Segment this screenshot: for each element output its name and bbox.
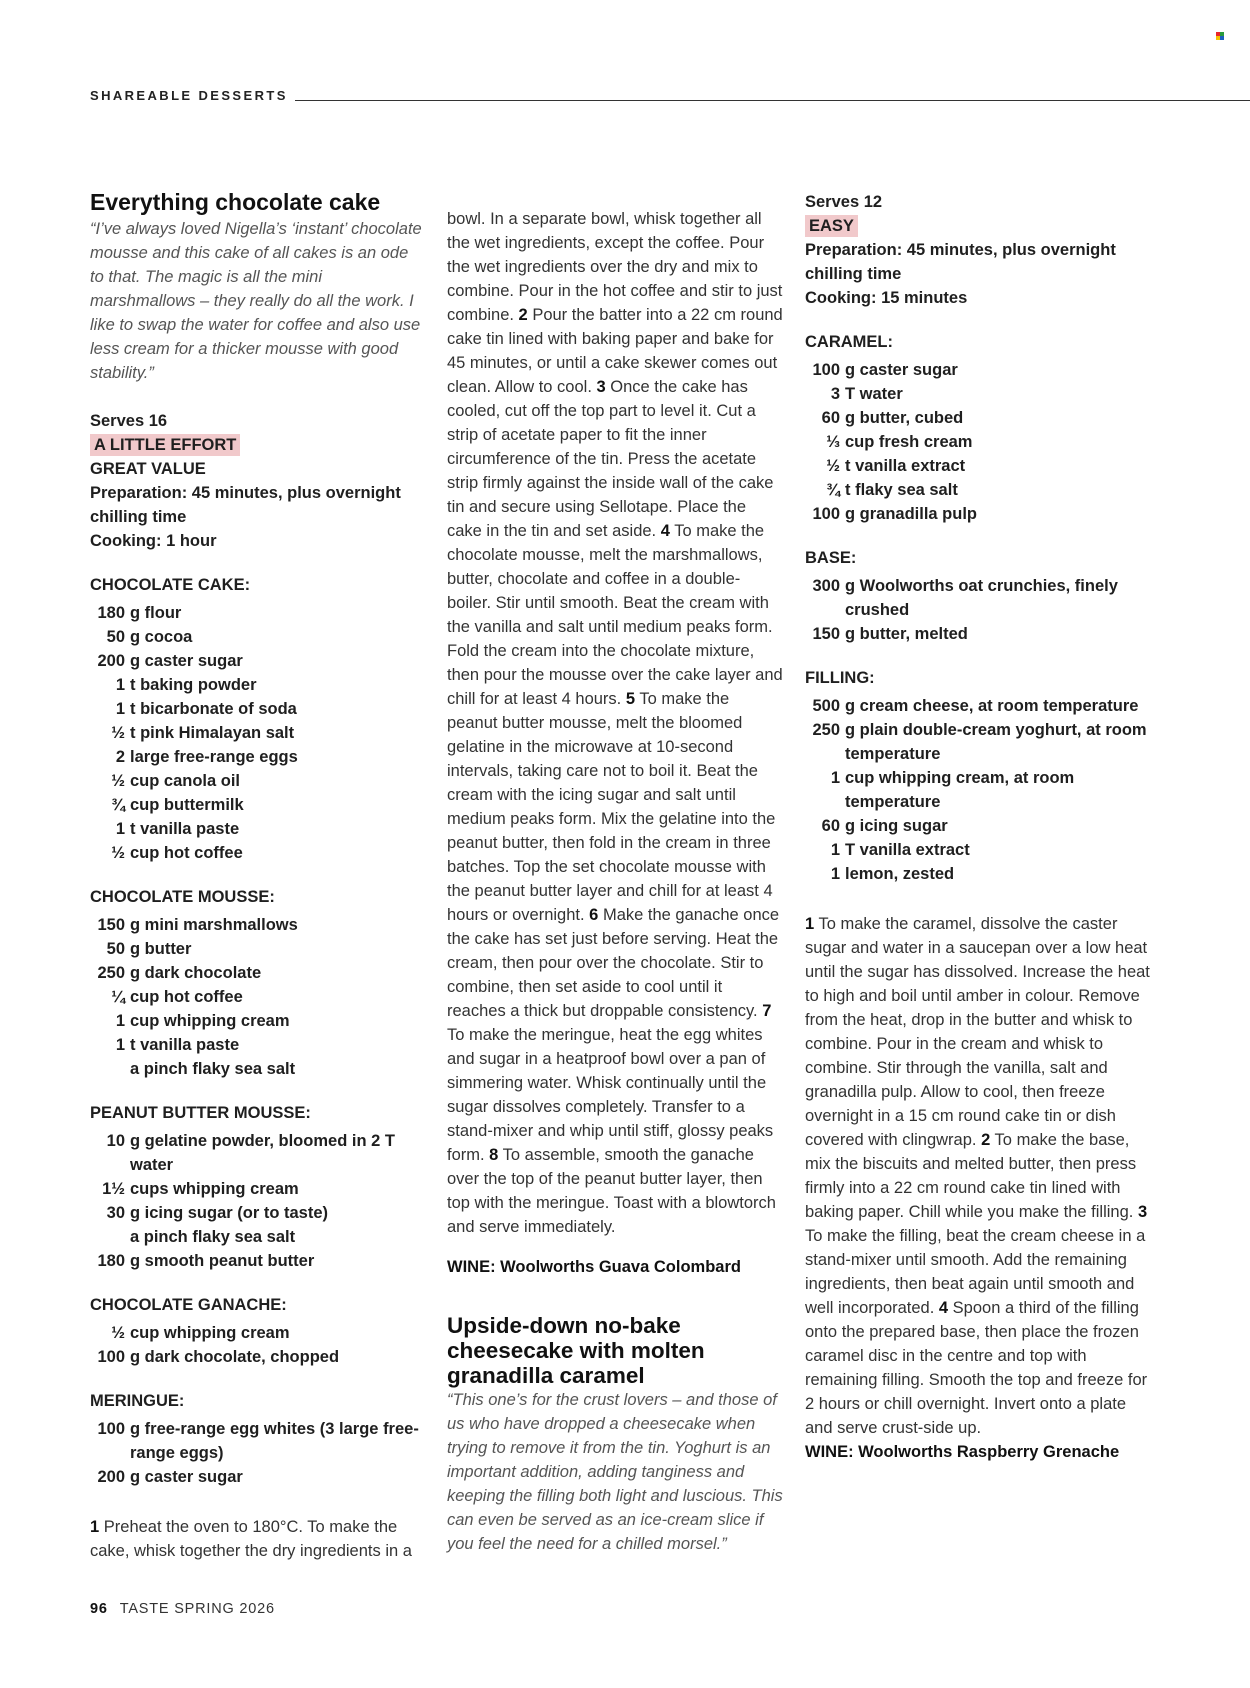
step-number: 3: [1137, 1203, 1148, 1221]
effort-badge: A LITTLE EFFORT: [90, 434, 240, 456]
ingredient-quantity: 3: [830, 385, 840, 403]
ingredient-section: [805, 666, 1150, 886]
ingredient-section: [805, 330, 1150, 526]
ingredient-quantity: 2: [115, 748, 125, 766]
ingredient-row: [805, 718, 1150, 766]
ingredient-quantity: 100: [812, 361, 840, 379]
recipe-meta-2: [805, 190, 1150, 310]
ingredient-name: g icing sugar: [845, 817, 948, 835]
ingredient-quantity: ⅓: [826, 433, 840, 451]
ingredient-row: [805, 838, 1150, 862]
ingredient-quantity: ¾: [826, 481, 840, 499]
ingredient-name: g flour: [130, 604, 182, 622]
step-number: 2: [981, 1131, 991, 1149]
preparation-time: Preparation: 45 minutes, plus overnight chilling time: [805, 241, 1116, 283]
method-text: Spoon a third of the filling onto the prepared base, then place the frozen caramel disc in the centre and top with remaining filling. Smooth the top and freeze for 2 hours or chill overnight. Invert onto a plate and serve crust-side up.: [805, 1299, 1148, 1437]
ingredient-quantity: 1½: [102, 1180, 125, 1198]
ingredient-name: a pinch flaky sea salt: [130, 1060, 296, 1078]
ingredient-name: g dark chocolate: [130, 964, 262, 982]
step-number: 1: [90, 1518, 100, 1536]
ingredient-row: [90, 1201, 426, 1225]
ingredient-row: [90, 649, 426, 673]
corner-color-mark: [1216, 32, 1224, 40]
ingredient-row: [90, 697, 426, 721]
ingredient-name: t vanilla extract: [845, 457, 966, 475]
ingredient-name: cup fresh cream: [845, 433, 973, 451]
method-continued: [447, 207, 784, 1239]
ingredient-quantity: 150: [812, 625, 840, 643]
ingredient-name: cup whipping cream: [130, 1324, 290, 1342]
ingredient-section: [90, 885, 426, 1081]
step-number: 6: [589, 905, 599, 924]
ingredient-heading: CHOCOLATE MOUSSE:: [90, 888, 275, 906]
ingredient-row: [805, 574, 1150, 622]
ingredient-row: [805, 694, 1150, 718]
ingredient-name: g cream cheese, at room temperature: [845, 697, 1139, 715]
recipe-title-2: Upside-down no-bake cheesecake with molten granadilla caramel: [447, 1313, 705, 1388]
ingredient-quantity: ½: [111, 844, 125, 862]
ingredient-quantity: 500: [812, 697, 840, 715]
method-text: To make the base, mix the biscuits and melted butter, then press firmly into a 22 cm round cake tin lined with baking paper. Chill while you make the filling.: [805, 1131, 1138, 1221]
ingredient-row: [90, 1321, 426, 1345]
ingredient-row: [90, 745, 426, 769]
ingredient-name: g caster sugar: [130, 652, 243, 670]
column-2: [447, 190, 784, 1556]
section-label: SHAREABLE DESSERTS: [90, 88, 288, 103]
ingredient-row: [90, 817, 426, 841]
effort-badge: EASY: [805, 215, 858, 237]
ingredient-name: g granadilla pulp: [845, 505, 978, 523]
ingredient-name: lemon, zested: [845, 865, 955, 883]
method-2: [805, 912, 1150, 1440]
ingredient-name: cups whipping cream: [130, 1180, 299, 1198]
ingredient-section: [805, 546, 1150, 646]
column-1: [90, 190, 426, 1563]
serves: Serves 12: [805, 193, 883, 211]
ingredient-quantity: 300: [812, 577, 840, 595]
recipe-intro-2: “This one’s for the crust lovers – and those of us who have dropped a cheesecake when trying to remove it from the tin. Yoghurt is an important addition, adding tanginess and keeping the filling both light and luscious. This can even be served as an ice-cream slice if you feel the need for a chilled morsel.”: [447, 1391, 783, 1553]
recipe-intro: “I’ve always loved Nigella’s ‘instant’ chocolate mousse and this cake of all cakes is an ode to that. The magic is all the mini marshmallows – they really do all the work. I like to swap the water for coffee and also use less cream for a thicker mousse with good stability.”: [90, 220, 422, 382]
ingredient-quantity: ¼: [111, 988, 125, 1006]
ingredient-quantity: 1: [115, 700, 125, 718]
ingredient-quantity: 60: [821, 409, 840, 427]
magazine-issue: TASTE SPRING 2026: [119, 1601, 275, 1617]
step-number: 7: [762, 1001, 772, 1020]
ingredient-name: g caster sugar: [130, 1468, 243, 1486]
ingredient-section: [90, 573, 426, 865]
ingredient-name: g icing sugar (or to taste): [130, 1204, 329, 1222]
serves: Serves 16: [90, 412, 168, 430]
method: [90, 1515, 426, 1563]
ingredient-quantity: 1: [115, 1012, 125, 1030]
ingredient-name: cup hot coffee: [130, 988, 243, 1006]
ingredient-name: t bicarbonate of soda: [130, 700, 297, 718]
ingredient-row: [805, 622, 1150, 646]
ingredient-section: [90, 1389, 426, 1489]
ingredient-name: g dark chocolate, chopped: [130, 1348, 340, 1366]
ingredient-quantity: ½: [111, 724, 125, 742]
method-text: To make the filling, beat the cream cheese in a stand-mixer until smooth. Add the remaining ingredients, then beat again until smooth and well incorporated.: [805, 1227, 1146, 1317]
section-rule: [295, 100, 1250, 101]
step-number: 5: [625, 689, 636, 708]
ingredient-name: g gelatine powder, bloomed in 2 T water: [130, 1132, 395, 1174]
ingredient-section: [90, 1293, 426, 1369]
ingredient-name: g cocoa: [130, 628, 193, 646]
ingredient-heading: CHOCOLATE GANACHE:: [90, 1296, 287, 1314]
ingredient-quantity: 1: [830, 841, 840, 859]
method-text: Pour the batter into a 22 cm round cake tin lined with baking paper and bake for 45 minutes, or until a cake skewer comes out clean. Allow to cool.: [447, 305, 783, 396]
ingredient-row: [90, 1465, 426, 1489]
method-text: To assemble, smooth the ganache over the top of the peanut butter layer, then top with the meringue. Toast with a blowtorch and serve immediately.: [447, 1145, 776, 1236]
ingredient-row: [90, 1009, 426, 1033]
ingredient-quantity: 1: [830, 865, 840, 883]
ingredient-quantity: ¾: [111, 796, 125, 814]
ingredient-row: [90, 913, 426, 937]
ingredient-quantity: 10: [106, 1132, 125, 1150]
ingredient-name: cup whipping cream, at room temperature: [845, 769, 1075, 811]
ingredient-name: t flaky sea salt: [845, 481, 958, 499]
method-text: Preheat the oven to 180°C. To make the cake, whisk together the dry ingredients in a: [90, 1518, 412, 1560]
ingredient-name: t vanilla paste: [130, 820, 240, 838]
ingredient-heading: CHOCOLATE CAKE:: [90, 576, 251, 594]
ingredient-row: [90, 769, 426, 793]
method-text: To make the peanut butter mousse, melt the bloomed gelatine in the microwave at 10-second intervals, taking care not to boil it. Beat the cream with the icing sugar and salt until medium peaks form. Mix the gelatine into the peanut butter, then fold in the cream in three batches. Top the set chocolate mousse with the peanut butter layer and chill for at least 4 hours or overnight.: [447, 689, 776, 924]
ingredient-name: cup whipping cream: [130, 1012, 290, 1030]
method-text: Once the cake has cooled, cut off the top part to level it. Cut a strip of acetate paper to fit the inner circumference of the tin. Press the acetate strip firmly against the inside wall of the cake tin and secure using Sellotape. Place the cake in the tin and set aside.: [447, 377, 774, 540]
ingredient-section: [90, 1101, 426, 1273]
ingredient-heading: PEANUT BUTTER MOUSSE:: [90, 1104, 311, 1122]
ingredient-row: [90, 841, 426, 865]
ingredient-row: [805, 358, 1150, 382]
ingredient-row: [90, 793, 426, 817]
value-label: GREAT VALUE: [90, 460, 206, 478]
ingredient-row: [90, 961, 426, 985]
step-number: 2: [518, 305, 528, 324]
preparation-time: Preparation: 45 minutes, plus overnight chilling time: [90, 484, 401, 526]
method-text: To make the caramel, dissolve the caster sugar and water in a saucepan over a low heat until the sugar has dissolved. Increase the heat to high and boil until amber in colour. Remove from the heat, drop in the butter and whisk to combine. Pour in the cream and whisk to combine. Stir through the vanilla, salt and granadilla pulp. Allow to cool, then freeze overnight in a 15 cm round cake tin or dish covered with clingwrap.: [805, 915, 1150, 1149]
cooking-time: Cooking: 1 hour: [90, 532, 217, 550]
step-number: 8: [489, 1145, 499, 1164]
ingredient-quantity: 100: [97, 1420, 125, 1438]
ingredient-row: [90, 625, 426, 649]
wine-pairing-2: WINE: Woolworths Raspberry Grenache: [805, 1443, 1120, 1461]
ingredient-quantity: 50: [106, 940, 125, 958]
ingredient-row: [805, 478, 1150, 502]
ingredient-name: cup hot coffee: [130, 844, 243, 862]
recipe-meta: [90, 409, 426, 553]
ingredient-row: [90, 985, 426, 1009]
ingredient-name: g mini marshmallows: [130, 916, 298, 934]
ingredient-row: [90, 673, 426, 697]
ingredient-quantity: [90, 1225, 125, 1249]
ingredient-row: [90, 1225, 426, 1249]
ingredient-name: large free-range eggs: [130, 748, 298, 766]
ingredient-heading: FILLING:: [805, 669, 875, 687]
ingredient-name: g caster sugar: [845, 361, 958, 379]
ingredient-quantity: ½: [826, 457, 840, 475]
ingredient-name: t vanilla paste: [130, 1036, 240, 1054]
ingredient-name: g butter, melted: [845, 625, 968, 643]
ingredient-heading: BASE:: [805, 549, 857, 567]
step-number: 3: [596, 377, 606, 396]
ingredient-quantity: ½: [111, 772, 125, 790]
ingredient-row: [805, 430, 1150, 454]
method-text: To make the chocolate mousse, melt the marshmallows, butter, chocolate and coffee in a double-boiler. Stir until smooth. Beat the cream with the vanilla and salt until medium peaks form. Fold the cream into the chocolate mixture, then pour the mousse over the cake layer and chill for at least 4 hours.: [447, 521, 783, 708]
ingredient-row: [805, 406, 1150, 430]
ingredient-row: [90, 1345, 426, 1369]
ingredient-row: [90, 1249, 426, 1273]
ingredient-quantity: 200: [97, 652, 125, 670]
ingredient-name: g free-range egg whites (3 large free-range eggs): [130, 1420, 419, 1462]
ingredient-row: [805, 454, 1150, 478]
ingredient-quantity: 60: [821, 817, 840, 835]
ingredient-name: t baking powder: [130, 676, 257, 694]
page-footer: [90, 1601, 275, 1617]
method-text: To make the meringue, heat the egg whites and sugar in a heatproof bowl over a pan of simmering water. Whisk continually until the sugar dissolves completely. Transfer to a stand-mixer and whip until stiff, glossy peaks form.: [447, 1025, 774, 1164]
ingredient-name: g butter, cubed: [845, 409, 964, 427]
ingredient-row: [90, 721, 426, 745]
ingredient-row: [805, 382, 1150, 406]
wine-pairing: WINE: Woolworths Guava Colombard: [447, 1258, 741, 1276]
ingredient-name: cup buttermilk: [130, 796, 244, 814]
ingredients-2: [805, 330, 1150, 886]
ingredient-quantity: 1: [830, 769, 840, 787]
ingredient-name: g Woolworths oat crunchies, finely crushed: [845, 577, 1118, 619]
ingredient-quantity: 100: [812, 505, 840, 523]
ingredient-quantity: 50: [106, 628, 125, 646]
method-text: bowl. In a separate bowl, whisk together all the wet ingredients, except the coffee. Pour the wet ingredients over the dry and mix to combine. Pour in the hot coffee and stir to just combine.: [447, 209, 783, 324]
ingredient-name: cup canola oil: [130, 772, 241, 790]
ingredient-name: g smooth peanut butter: [130, 1252, 315, 1270]
cooking-time: Cooking: 15 minutes: [805, 289, 968, 307]
page-number: 96: [90, 1601, 108, 1617]
ingredient-row: [805, 862, 1150, 886]
step-number: 4: [660, 521, 670, 540]
ingredient-row: [90, 1129, 426, 1177]
step-number: 1: [805, 915, 815, 933]
ingredient-quantity: 1: [115, 1036, 125, 1054]
ingredient-row: [805, 502, 1150, 526]
ingredient-quantity: 180: [97, 604, 125, 622]
ingredient-row: [90, 1033, 426, 1057]
section-header: [90, 88, 1250, 108]
ingredient-name: a pinch flaky sea salt: [130, 1228, 296, 1246]
ingredient-quantity: ½: [111, 1324, 125, 1342]
ingredient-row: [805, 814, 1150, 838]
ingredient-quantity: 180: [97, 1252, 125, 1270]
recipe-title: Everything chocolate cake: [90, 189, 381, 215]
method-text: Make the ganache once the cake has set just before serving. Heat the cream, then pour over the chocolate. Stir to combine, then set aside to cool until it reaches a thick but droppable consistency.: [447, 905, 780, 1020]
ingredient-quantity: 100: [97, 1348, 125, 1366]
column-3: [805, 190, 1150, 1464]
ingredient-name: T vanilla extract: [845, 841, 970, 859]
ingredient-row: [90, 601, 426, 625]
ingredient-quantity: 250: [97, 964, 125, 982]
ingredient-quantity: [90, 1057, 125, 1081]
step-number: 4: [938, 1299, 949, 1317]
ingredient-quantity: 200: [97, 1468, 125, 1486]
ingredient-quantity: 150: [97, 916, 125, 934]
ingredient-name: g butter: [130, 940, 192, 958]
ingredient-row: [90, 1177, 426, 1201]
ingredient-quantity: 30: [106, 1204, 125, 1222]
ingredient-name: t pink Himalayan salt: [130, 724, 295, 742]
ingredient-row: [805, 766, 1150, 814]
ingredient-row: [90, 937, 426, 961]
ingredient-heading: MERINGUE:: [90, 1392, 185, 1410]
ingredient-row: [90, 1417, 426, 1465]
ingredient-quantity: 1: [115, 820, 125, 838]
ingredients: [90, 573, 426, 1489]
ingredient-name: T water: [845, 385, 903, 403]
ingredient-row: [90, 1057, 426, 1081]
ingredient-name: g plain double-cream yoghurt, at room temperature: [845, 721, 1147, 763]
ingredient-heading: CARAMEL:: [805, 333, 893, 351]
ingredient-quantity: 1: [115, 676, 125, 694]
ingredient-quantity: 250: [812, 721, 840, 739]
